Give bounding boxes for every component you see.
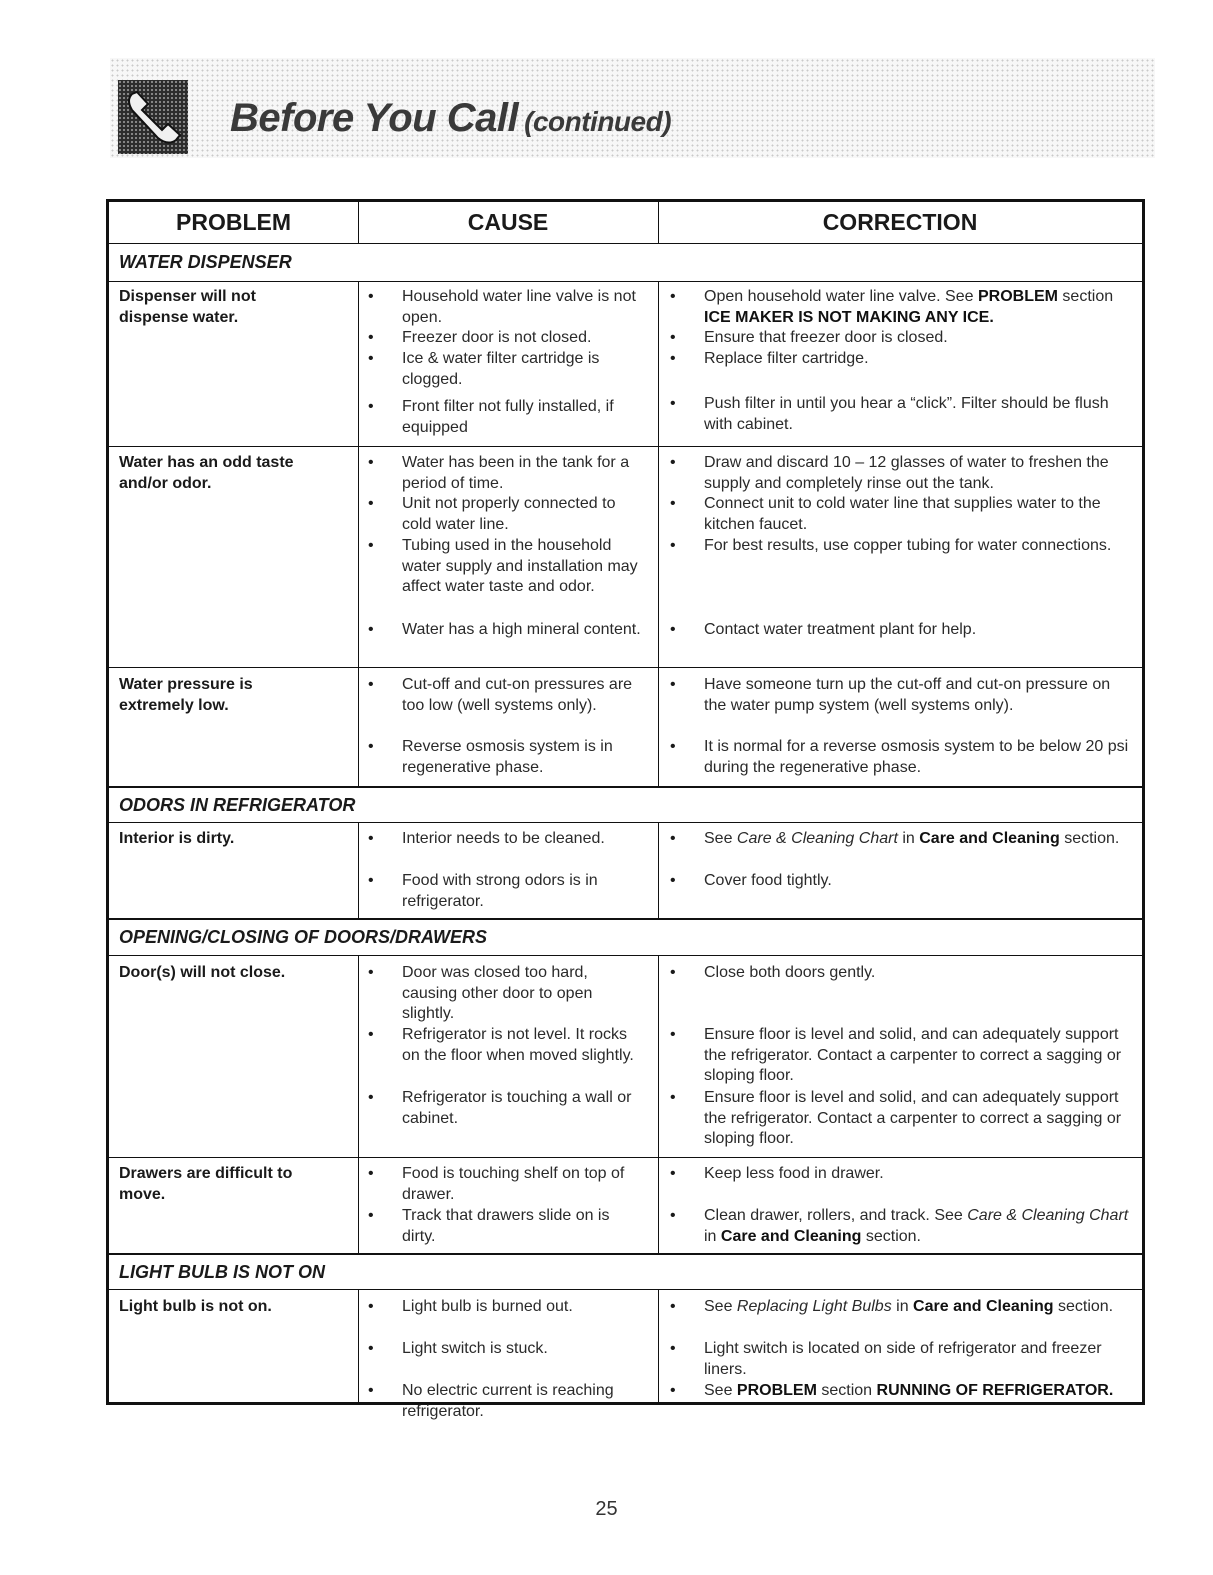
title-text: Before You Call xyxy=(230,96,519,140)
bullet: • xyxy=(368,1089,374,1106)
text-run: section. xyxy=(865,1227,921,1245)
section-heading-light-bulb: LIGHT BULB IS NOT ON xyxy=(119,1262,325,1282)
divider xyxy=(109,786,1142,788)
divider xyxy=(358,822,359,919)
bullet: • xyxy=(368,350,374,367)
text-run: See xyxy=(704,830,733,847)
bullet: • xyxy=(368,964,374,981)
correction-item: Push filter in until you hear a “click”. Filter should be flush with cabinet. xyxy=(704,395,1109,433)
divider xyxy=(109,1289,1142,1290)
problem-line: Water has an odd taste xyxy=(119,454,294,471)
divider xyxy=(109,918,1142,920)
cause-item: Interior needs to be cleaned. xyxy=(402,830,605,847)
text-run-bold: PROBLEM xyxy=(977,288,1058,305)
text-run-bold: ICE MAKER IS NOT MAKING ANY ICE. xyxy=(704,308,994,326)
correction-item xyxy=(704,829,1134,850)
bullet: • xyxy=(368,454,374,471)
problem-light-bulb xyxy=(119,1297,354,1318)
cause-item: Food is touching shelf on top of drawer. xyxy=(402,1165,625,1203)
bullet: • xyxy=(368,1026,374,1043)
bullet: • xyxy=(368,1207,374,1224)
correction-item xyxy=(704,1206,1134,1247)
cause-item: Water has a high mineral content. xyxy=(402,621,641,638)
correction-item: Cover food tightly. xyxy=(704,872,832,889)
correction-item: Light switch is located on side of refrigerator and freezer liners. xyxy=(704,1340,1102,1378)
text-run: section xyxy=(1062,288,1114,305)
divider xyxy=(358,202,359,243)
text-run: in xyxy=(896,1298,909,1315)
correction-item: It is normal for a reverse osmosis system to be below 20 psi during the regenerative phase. xyxy=(704,738,1129,776)
divider xyxy=(109,822,1142,823)
bullet: • xyxy=(670,454,676,471)
problem-line: extremely low. xyxy=(119,696,229,714)
correction-item: Ensure that freezer door is closed. xyxy=(704,329,948,346)
column-header-correction: CORRECTION xyxy=(822,209,978,235)
divider xyxy=(658,822,659,919)
bullet: • xyxy=(670,288,676,305)
divider xyxy=(109,281,1142,282)
correction-item: Draw and discard 10 – 12 glasses of water to freshen the supply and completely rinse out the tank. xyxy=(704,454,1109,492)
page-title xyxy=(230,96,671,141)
bullet: • xyxy=(368,398,374,415)
text-run: section xyxy=(821,1382,873,1399)
problem-drawers-difficult xyxy=(119,1164,354,1205)
problem-line: and/or odor. xyxy=(119,474,212,492)
cause-item: Water has been in the tank for a period of time. xyxy=(402,454,630,492)
divider xyxy=(658,955,659,1254)
cause-item: Light switch is stuck. xyxy=(402,1340,548,1357)
divider xyxy=(109,243,1142,244)
problem-line: Water pressure is xyxy=(119,676,253,693)
column-header-problem: PROBLEM xyxy=(176,209,291,235)
cause-item: Refrigerator is touching a wall or cabinet. xyxy=(402,1089,632,1127)
text-run: section. xyxy=(1064,830,1120,847)
bullet: • xyxy=(368,1340,374,1357)
bullet: • xyxy=(670,495,676,512)
correction-item: For best results, use copper tubing for water connections. xyxy=(704,537,1112,554)
problem-interior-dirty xyxy=(119,829,354,850)
divider xyxy=(109,667,1142,668)
cause-item: Door was closed too hard, causing other door to open slightly. xyxy=(402,964,593,1022)
cause-item: Refrigerator is not level. It rocks on the floor when moved slightly. xyxy=(402,1026,634,1064)
cause-item: Cut-off and cut-on pressures are too low (well systems only). xyxy=(402,676,633,714)
bullet: • xyxy=(670,830,676,847)
problem-line: Door(s) will not close. xyxy=(119,964,286,981)
divider xyxy=(658,281,659,787)
bullet: • xyxy=(670,537,676,554)
bullet: • xyxy=(670,964,676,981)
correction-item: Have someone turn up the cut-off and cut-on pressure on the water pump system (well systems only). xyxy=(704,676,1111,714)
problem-line: Interior is dirty. xyxy=(119,830,235,847)
text-run: in xyxy=(704,1227,717,1245)
problem-line: Dispenser will not xyxy=(119,288,256,305)
bullet: • xyxy=(670,1382,676,1399)
section-heading-odors: ODORS IN REFRIGERATOR xyxy=(119,795,356,815)
correction-item xyxy=(704,1297,1134,1318)
bullet: • xyxy=(368,738,374,755)
problem-doors-not-close xyxy=(119,963,354,984)
divider xyxy=(358,281,359,787)
bullet: • xyxy=(670,738,676,755)
section-heading-water-dispenser: WATER DISPENSER xyxy=(119,252,292,272)
correction-item: Keep less food in drawer. xyxy=(704,1165,884,1182)
text-run: Clean drawer, rollers, and track. See xyxy=(704,1207,963,1224)
correction-item: Contact water treatment plant for help. xyxy=(704,621,977,638)
text-run: Open household water line valve. See xyxy=(704,288,974,305)
correction-item: Replace filter cartridge. xyxy=(704,350,869,367)
troubleshooting-table xyxy=(106,199,1145,1420)
bullet: • xyxy=(368,495,374,512)
cause-item: Household water line valve is not open. xyxy=(402,288,636,326)
bullet: • xyxy=(670,1340,676,1357)
problem-dispenser xyxy=(119,287,354,328)
text-run: See xyxy=(704,1298,733,1315)
divider xyxy=(109,1157,1142,1158)
section-heading-doors-drawers: OPENING/CLOSING OF DOORS/DRAWERS xyxy=(119,927,488,947)
bullet: • xyxy=(670,872,676,889)
cause-item: Tubing used in the household water supply and installation may affect water taste and odor. xyxy=(402,537,638,595)
problem-line: Light bulb is not on. xyxy=(119,1298,272,1315)
bullet: • xyxy=(670,350,676,367)
bullet: • xyxy=(368,1298,374,1315)
correction-item: Close both doors gently. xyxy=(704,964,876,981)
bullet: • xyxy=(368,830,374,847)
problem-line: move. xyxy=(119,1185,166,1203)
correction-item: Ensure floor is level and solid, and can adequately support the refrigerator. Contact a carpenter to correct a sagging or sloping floor. xyxy=(704,1026,1122,1084)
text-run-bold: PROBLEM xyxy=(736,1382,817,1399)
bullet: • xyxy=(368,537,374,554)
bullet: • xyxy=(368,288,374,305)
column-header-cause: CAUSE xyxy=(467,209,549,235)
bullet: • xyxy=(368,872,374,889)
divider xyxy=(358,1289,359,1402)
bullet: • xyxy=(368,329,374,346)
bullet: • xyxy=(368,676,374,693)
bullet: • xyxy=(670,621,676,638)
text-run-bold: Care and Cleaning xyxy=(720,1227,862,1245)
cause-item: Track that drawers slide on is dirty. xyxy=(402,1207,610,1245)
bullet: • xyxy=(670,1298,676,1315)
text-run-italic: Care & Cleaning Chart xyxy=(967,1207,1129,1224)
bullet: • xyxy=(368,1165,374,1182)
correction-item xyxy=(704,1381,1134,1402)
divider xyxy=(109,446,1142,447)
problem-line: dispense water. xyxy=(119,308,239,326)
problem-odd-taste xyxy=(119,453,354,494)
bullet: • xyxy=(368,1382,374,1399)
text-run: See xyxy=(704,1382,733,1399)
text-run: in xyxy=(902,830,915,847)
cause-item: Front filter not fully installed, if equipped xyxy=(402,398,614,436)
cause-item: Freezer door is not closed. xyxy=(402,329,592,346)
cause-item: Reverse osmosis system is in regenerative phase. xyxy=(402,738,613,776)
bullet: • xyxy=(670,676,676,693)
bullet: • xyxy=(670,1207,676,1224)
text-run-bold: Care and Cleaning xyxy=(919,830,1060,847)
cause-item: No electric current is reaching refrigerator. xyxy=(402,1382,614,1420)
text-run-italic: Replacing Light Bulbs xyxy=(736,1298,892,1315)
text-run-italic: Care & Cleaning Chart xyxy=(736,830,898,847)
bullet: • xyxy=(670,329,676,346)
bullet: • xyxy=(670,1026,676,1043)
page-number: 25 xyxy=(595,1498,618,1520)
divider xyxy=(658,1289,659,1402)
title-continued: (continued) xyxy=(524,106,672,137)
correction-item: Ensure floor is level and solid, and can adequately support the refrigerator. Contact a carpenter to correct a sagging or sloping floor. xyxy=(704,1089,1122,1147)
bullet: • xyxy=(670,1165,676,1182)
problem-line: Drawers are difficult to xyxy=(119,1165,293,1182)
bullet: • xyxy=(670,1089,676,1106)
correction-item: Connect unit to cold water line that supplies water to the kitchen faucet. xyxy=(704,495,1101,533)
divider xyxy=(109,1253,1142,1255)
phone-service-icon xyxy=(118,80,188,154)
bullet: • xyxy=(368,621,374,638)
bullet: • xyxy=(670,395,676,412)
text-run-bold: RUNNING OF REFRIGERATOR. xyxy=(876,1382,1114,1399)
text-run: section. xyxy=(1057,1298,1114,1315)
divider xyxy=(358,955,359,1254)
cause-item: Ice & water filter cartridge is clogged. xyxy=(402,350,600,388)
divider xyxy=(109,955,1142,956)
problem-water-pressure xyxy=(119,675,354,716)
cause-item: Unit not properly connected to cold water line. xyxy=(402,495,616,533)
cause-item: Light bulb is burned out. xyxy=(402,1298,573,1315)
text-run-bold: Care and Cleaning xyxy=(913,1298,1054,1315)
correction-item xyxy=(704,287,1134,328)
divider xyxy=(658,202,659,243)
cause-item: Food with strong odors is in refrigerator. xyxy=(402,872,598,910)
